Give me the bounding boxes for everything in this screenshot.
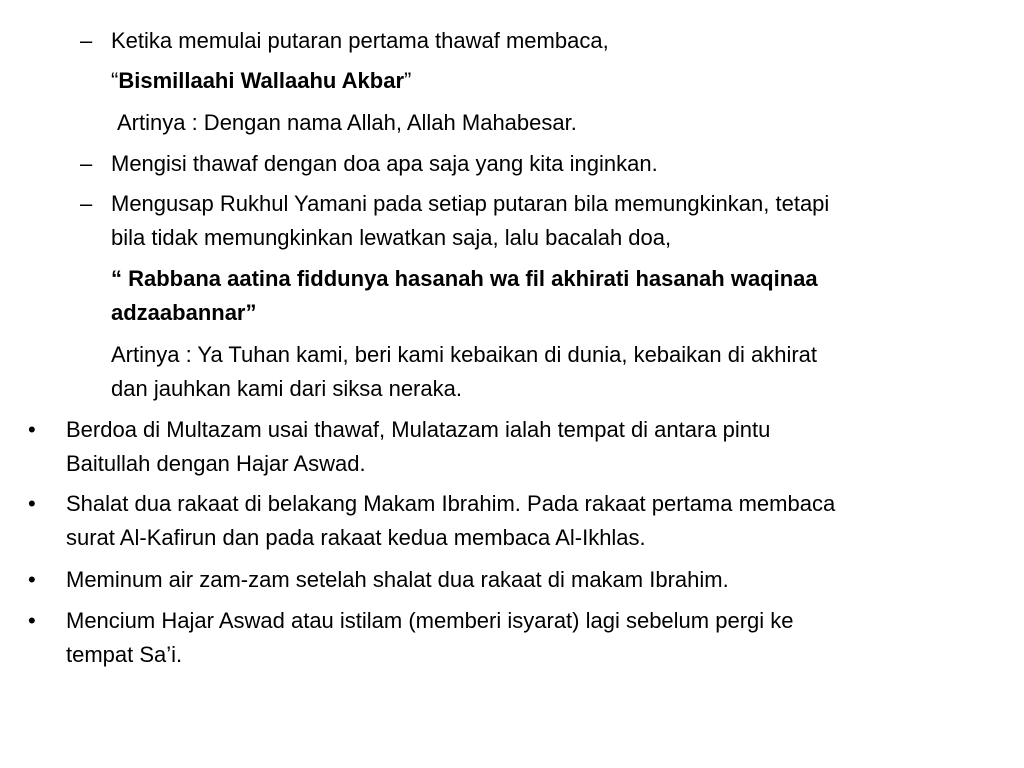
bullet-2-line1: Shalat dua rakaat di belakang Makam Ibrahim. Pada rakaat pertama membaca bbox=[66, 491, 836, 516]
dash-marker: – bbox=[80, 191, 93, 216]
bullet-1-line2: Baitullah dengan Hajar Aswad. bbox=[66, 451, 366, 476]
bullet-marker: • bbox=[28, 491, 36, 516]
sub-item-1-meaning: Artinya : Dengan nama Allah, Allah Mahabesar. bbox=[117, 110, 577, 135]
sub-item-3-prayer-line1: “ Rabbana aatina fiddunya hasanah wa fil akhirati hasanah waqinaa bbox=[111, 266, 818, 291]
bullet-1-line1: Berdoa di Multazam usai thawaf, Mulatazam ialah tempat di antara pintu bbox=[66, 417, 771, 442]
bullet-marker: • bbox=[28, 608, 36, 633]
bullet-4-line2: tempat Sa’i. bbox=[66, 642, 183, 667]
bullet-4-line1: Mencium Hajar Aswad atau istilam (memberi isyarat) lagi sebelum pergi ke bbox=[66, 608, 794, 633]
sub-item-1-line1: Ketika memulai putaran pertama thawaf membaca, bbox=[111, 28, 609, 53]
dash-marker: – bbox=[80, 151, 93, 176]
sub-item-3-line2: bila tidak memungkinkan lewatkan saja, lalu bacalah doa, bbox=[111, 225, 672, 250]
dash-marker: – bbox=[80, 28, 93, 53]
sub-item-3-meaning-line2: dan jauhkan kami dari siksa neraka. bbox=[111, 376, 462, 401]
sub-item-2-line1: Mengisi thawaf dengan doa apa saja yang kita inginkan. bbox=[111, 151, 658, 176]
quote-open: “ bbox=[111, 68, 119, 93]
bullet-marker: • bbox=[28, 567, 36, 592]
sub-item-3-meaning-line1: Artinya : Ya Tuhan kami, beri kami kebaikan di dunia, kebaikan di akhirat bbox=[111, 342, 818, 367]
quote-text: Bismillaahi Wallaahu Akbar bbox=[118, 68, 405, 93]
sub-item-3-prayer-line2: adzaabannar” bbox=[111, 300, 257, 325]
bullet-2-line2: surat Al-Kafirun dan pada rakaat kedua membaca Al-Ikhlas. bbox=[66, 525, 646, 550]
sub-item-1-quote bbox=[111, 64, 411, 98]
sub-item-3-line1: Mengusap Rukhul Yamani pada setiap putaran bila memungkinkan, tetapi bbox=[111, 191, 830, 216]
quote-close: ” bbox=[404, 68, 412, 93]
bullet-3-line1: Meminum air zam-zam setelah shalat dua rakaat di makam Ibrahim. bbox=[66, 567, 729, 592]
bullet-marker: • bbox=[28, 417, 36, 442]
